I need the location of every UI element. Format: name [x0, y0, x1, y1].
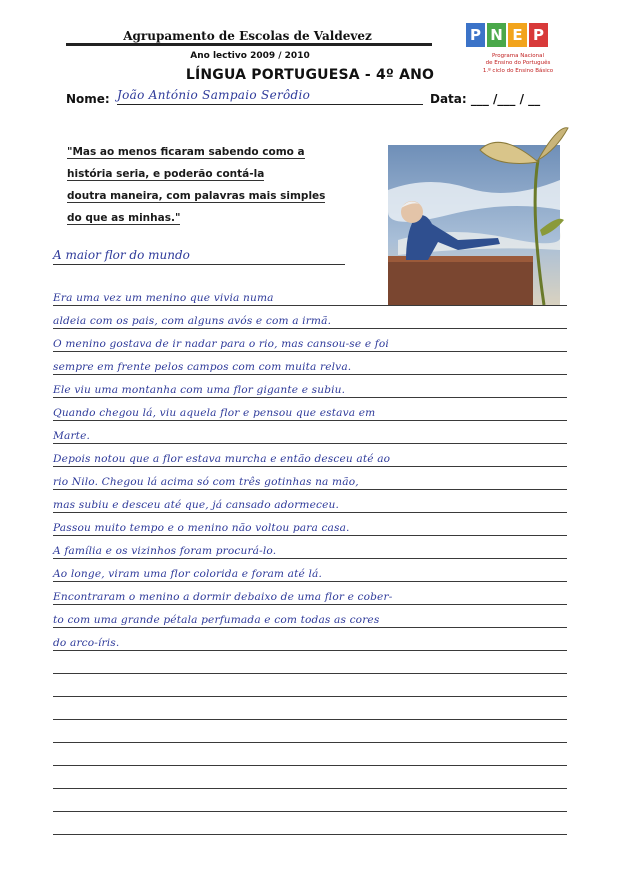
logo-caption-1: Programa Nacional [491, 53, 545, 59]
quote-text: do que as minhas." [67, 212, 181, 224]
handwritten-text: Encontraram o menino a dormir debaixo de uma flor e cober- [53, 591, 393, 603]
logo-letter: P [529, 23, 548, 47]
logo-letter: N [487, 23, 506, 47]
quote-text: história seria, e poderão contá-la [67, 168, 265, 180]
logo-caption-3: 1.º ciclo do Ensino Básico [482, 68, 554, 74]
writing-line [53, 467, 567, 490]
name-label: Nome: [66, 92, 110, 106]
writing-line [53, 743, 567, 766]
writing-line [53, 352, 567, 375]
logo-letter: E [508, 23, 527, 47]
writing-line [53, 375, 567, 398]
pnep-logo-tiles [466, 23, 548, 51]
handwritten-text: Quando chegou lá, viu aquela flor e pensou que estava em [53, 407, 376, 419]
quote-block [67, 146, 326, 234]
handwritten-text: to com uma grande pétala perfumada e com todas as cores [53, 614, 380, 626]
handwritten-text: Depois notou que a flor estava murcha e então desceu até ao [53, 453, 391, 465]
story-illustration [388, 120, 572, 305]
quote-text: doutra maneira, com palavras mais simples [67, 190, 326, 202]
writing-line [53, 490, 567, 513]
name-field: João António Sampaio Serôdio [117, 88, 423, 105]
logo-caption-2: de Ensino do Português [485, 60, 551, 66]
writing-line [53, 605, 567, 628]
handwritten-text: do arco-íris. [53, 637, 120, 649]
handwritten-text: O menino gostava de ir nadar para o rio, mas cansou-se e foi [53, 338, 389, 350]
handwritten-text: Ele viu uma montanha com uma flor gigante e subiu. [53, 384, 346, 396]
handwritten-text: Ao longe, viram uma flor colorida e foram até lá. [53, 568, 322, 580]
writing-line [53, 536, 567, 559]
writing-line [53, 674, 567, 697]
logo-letter: P [466, 23, 485, 47]
school-year: Ano lectivo 2009 / 2010 [190, 51, 310, 61]
writing-line [53, 283, 567, 306]
pnep-logo [463, 23, 593, 77]
writing-line [53, 697, 567, 720]
school-name: Agrupamento de Escolas de Valdevez [123, 29, 372, 43]
writing-lines [53, 283, 567, 835]
writing-line [53, 789, 567, 812]
quote-line [67, 212, 317, 234]
handwritten-text: Era uma vez um menino que vivia numa [53, 292, 274, 304]
handwritten-text: Marte. [53, 430, 91, 442]
quote-line [67, 168, 317, 190]
handwritten-text: A família e os vizinhos foram procurá-lo. [53, 545, 277, 557]
writing-line [53, 444, 567, 467]
handwritten-text: rio Nilo. Chegou lá acima só com três gotinhas na mão, [53, 476, 359, 488]
handwritten-text: Passou muito tempo e o menino não voltou para casa. [53, 522, 350, 534]
writing-line [53, 812, 567, 835]
quote-line [67, 146, 317, 168]
writing-line [53, 398, 567, 421]
writing-line [53, 421, 567, 444]
quote-text: "Mas ao menos ficaram sabendo como a [67, 146, 305, 158]
story-title: A maior flor do mundo [53, 248, 345, 265]
handwritten-text: aldeia com os pais, com alguns avós e com a irmã. [53, 315, 332, 327]
subject-title: LÍNGUA PORTUGUESA - 4º ANO [185, 67, 435, 83]
writing-line [53, 720, 567, 743]
date-field: Data: ___ /___ / __ [430, 92, 541, 106]
writing-line [53, 559, 567, 582]
handwritten-text: sempre em frente pelos campos com com muita relva. [53, 361, 352, 373]
writing-line [53, 651, 567, 674]
writing-line [53, 582, 567, 605]
quote-line [67, 190, 326, 212]
writing-line [53, 766, 567, 789]
writing-line [53, 306, 567, 329]
writing-line [53, 329, 567, 352]
handwritten-text: mas subiu e desceu até que, já cansado adormeceu. [53, 499, 340, 511]
header-rule [66, 43, 432, 46]
writing-line [53, 628, 567, 651]
writing-line [53, 513, 567, 536]
